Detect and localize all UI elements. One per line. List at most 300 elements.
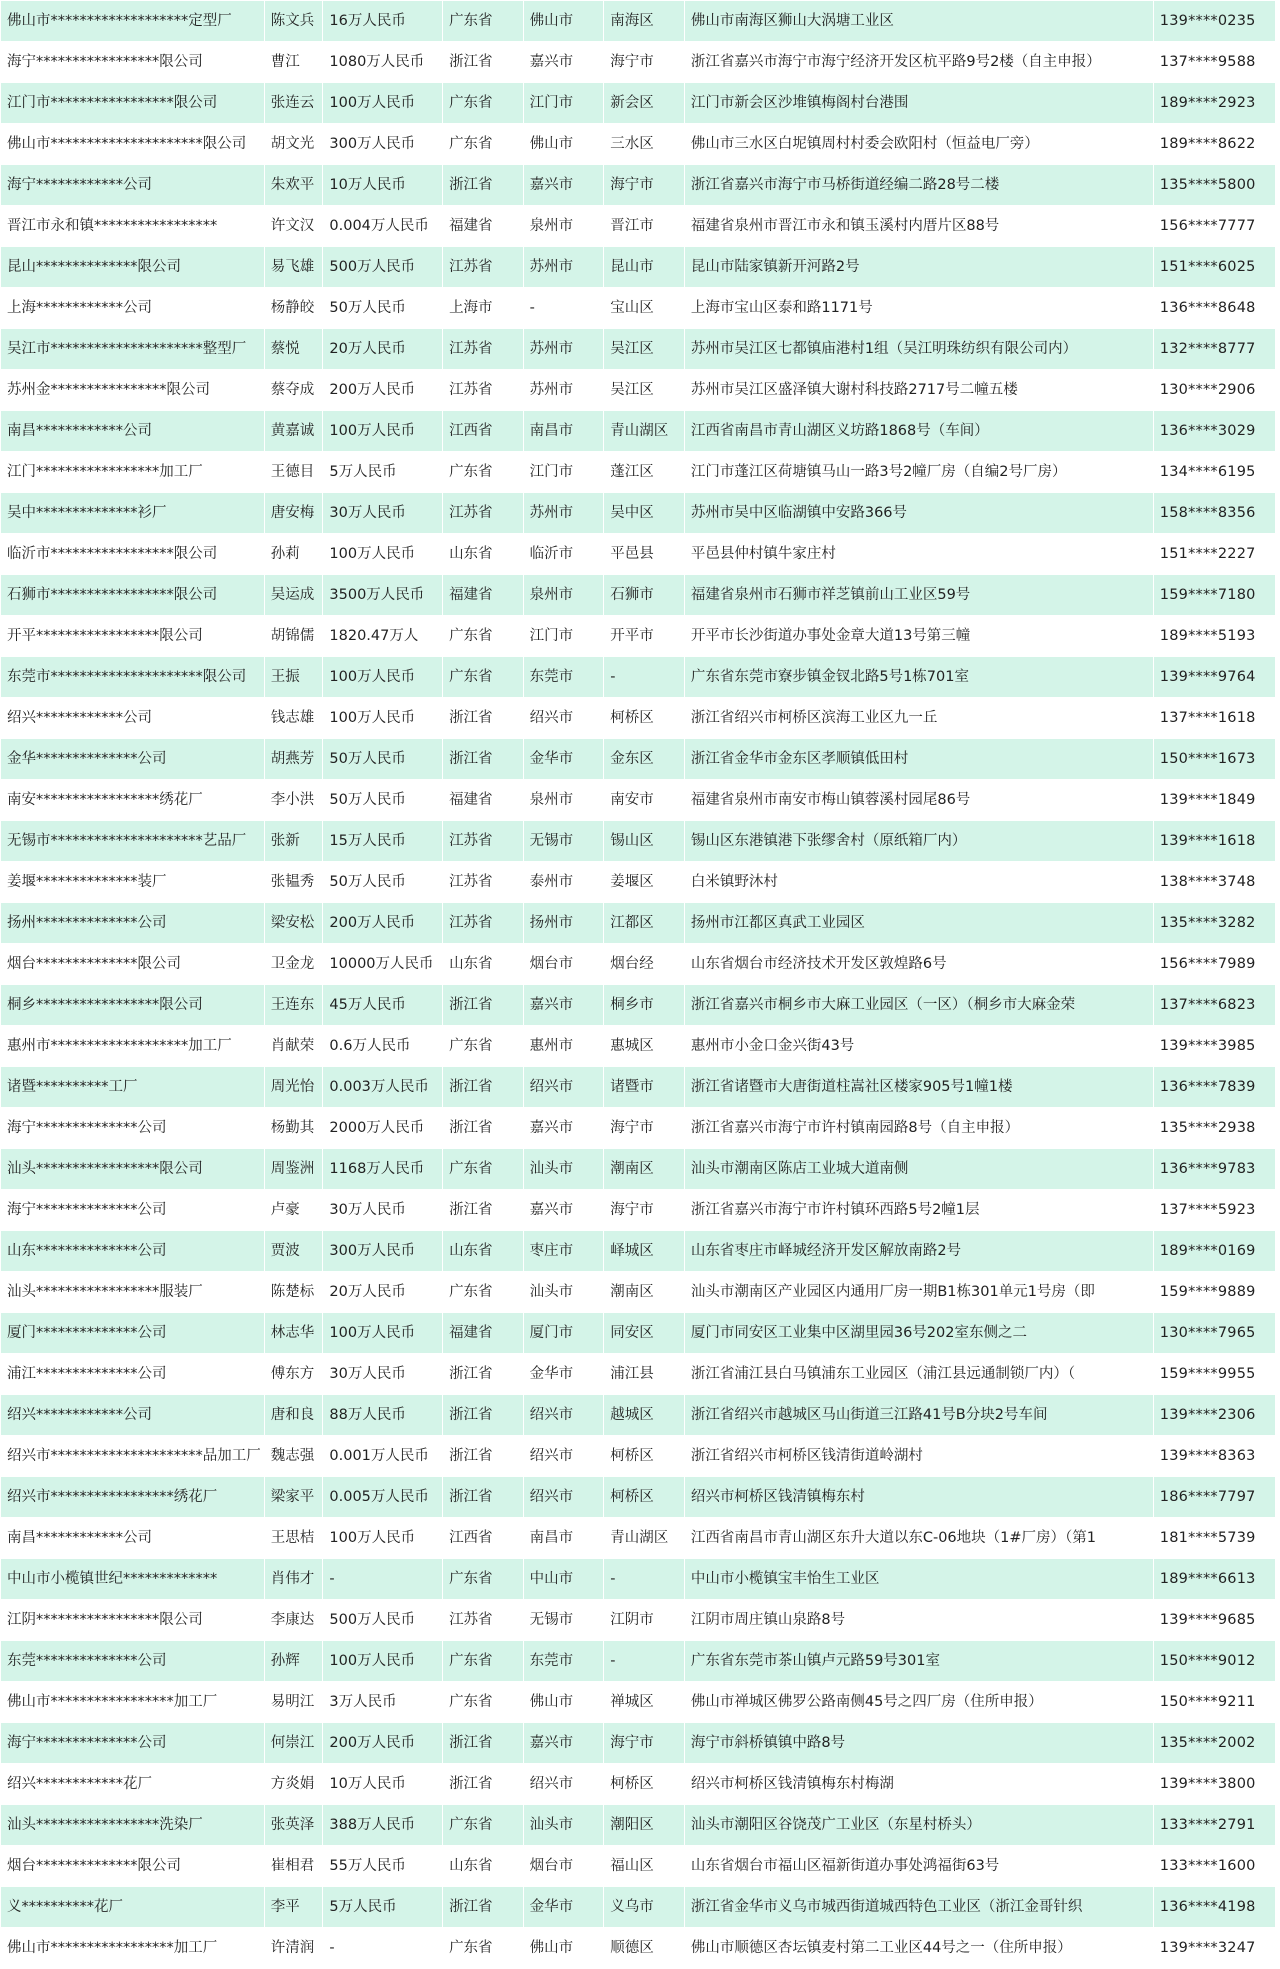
city-cell: 无锡市 <box>523 821 604 862</box>
city-cell: 东莞市 <box>523 657 604 698</box>
province-cell: 江苏省 <box>443 493 524 534</box>
table-row <box>1 1026 1276 1067</box>
province-cell: 浙江省 <box>443 1067 524 1108</box>
legal-rep-cell: 张新 <box>264 821 323 862</box>
capital-cell: 10000万人民币 <box>323 944 443 985</box>
capital-cell: 100万人民币 <box>323 411 443 452</box>
legal-rep-cell: 魏志强 <box>264 1436 323 1477</box>
capital-cell: 88万人民币 <box>323 1395 443 1436</box>
province-cell: 江苏省 <box>443 821 524 862</box>
phone-cell: 181****5739 <box>1153 1518 1275 1559</box>
phone-cell: 186****7797 <box>1153 1477 1275 1518</box>
company-name-cell: 山东**************公司 <box>1 1231 265 1272</box>
city-cell: 佛山市 <box>523 1682 604 1723</box>
legal-rep-cell: 卢豪 <box>264 1190 323 1231</box>
company-name-cell: 江门*****************加工厂 <box>1 452 265 493</box>
table-row <box>1 370 1276 411</box>
phone-cell: 189****6613 <box>1153 1559 1275 1600</box>
legal-rep-cell: 陈楚标 <box>264 1272 323 1313</box>
capital-cell: 3万人民币 <box>323 1682 443 1723</box>
legal-rep-cell: 王思桔 <box>264 1518 323 1559</box>
province-cell: 江苏省 <box>443 329 524 370</box>
city-cell: 嘉兴市 <box>523 1108 604 1149</box>
legal-rep-cell: 王德目 <box>264 452 323 493</box>
phone-cell: 139****1849 <box>1153 780 1275 821</box>
district-cell: 青山湖区 <box>604 1518 685 1559</box>
phone-cell: 139****0235 <box>1153 1 1275 42</box>
district-cell: 越城区 <box>604 1395 685 1436</box>
address-cell: 中山市小榄镇宝丰怡生工业区 <box>684 1559 1153 1600</box>
company-name-cell: 绍兴市*****************绣花厂 <box>1 1477 265 1518</box>
province-cell: 广东省 <box>443 1026 524 1067</box>
district-cell: 海宁市 <box>604 42 685 83</box>
capital-cell: 0.004万人民币 <box>323 206 443 247</box>
capital-cell: 0.005万人民币 <box>323 1477 443 1518</box>
capital-cell: 50万人民币 <box>323 862 443 903</box>
capital-cell: 100万人民币 <box>323 1518 443 1559</box>
table-row <box>1 288 1276 329</box>
legal-rep-cell: 李小洪 <box>264 780 323 821</box>
district-cell: 江阴市 <box>604 1600 685 1641</box>
province-cell: 广东省 <box>443 1641 524 1682</box>
company-name-cell: 绍兴市*********************品加工厂 <box>1 1436 265 1477</box>
address-cell: 浙江省嘉兴市海宁市许村镇南园路8号（自主申报） <box>684 1108 1153 1149</box>
table-row <box>1 1641 1276 1682</box>
company-name-cell: 绍兴************公司 <box>1 1395 265 1436</box>
table-row <box>1 903 1276 944</box>
capital-cell: 55万人民币 <box>323 1846 443 1887</box>
district-cell: 三水区 <box>604 124 685 165</box>
address-cell: 广东省东莞市寮步镇金钗北路5号1栋701室 <box>684 657 1153 698</box>
address-cell: 佛山市顺德区杏坛镇麦村第二工业区44号之一（住所申报） <box>684 1928 1153 1969</box>
city-cell: - <box>523 288 604 329</box>
district-cell: 顺德区 <box>604 1928 685 1969</box>
phone-cell: 133****2791 <box>1153 1805 1275 1846</box>
address-cell: 汕头市潮南区产业园区内通用厂房一期B1栋301单元1号房（即 <box>684 1272 1153 1313</box>
legal-rep-cell: 贾波 <box>264 1231 323 1272</box>
capital-cell: 0.6万人民币 <box>323 1026 443 1067</box>
phone-cell: 151****2227 <box>1153 534 1275 575</box>
district-cell: 浦江县 <box>604 1354 685 1395</box>
city-cell: 汕头市 <box>523 1272 604 1313</box>
address-cell: 汕头市潮阳区谷饶茂广工业区（东星村桥头） <box>684 1805 1153 1846</box>
table-row <box>1 1928 1276 1969</box>
province-cell: 福建省 <box>443 780 524 821</box>
address-cell: 佛山市三水区白坭镇周村村委会欧阳村（恒益电厂旁） <box>684 124 1153 165</box>
legal-rep-cell: 张韫秀 <box>264 862 323 903</box>
city-cell: 中山市 <box>523 1559 604 1600</box>
city-cell: 南昌市 <box>523 1518 604 1559</box>
table-row <box>1 329 1276 370</box>
phone-cell: 139****9764 <box>1153 657 1275 698</box>
province-cell: 浙江省 <box>443 1764 524 1805</box>
legal-rep-cell: 胡文光 <box>264 124 323 165</box>
legal-rep-cell: 孙辉 <box>264 1641 323 1682</box>
province-cell: 广东省 <box>443 657 524 698</box>
phone-cell: 150****9012 <box>1153 1641 1275 1682</box>
city-cell: 佛山市 <box>523 1 604 42</box>
company-name-cell: 石狮市*****************限公司 <box>1 575 265 616</box>
capital-cell: 0.003万人民币 <box>323 1067 443 1108</box>
capital-cell: 300万人民币 <box>323 124 443 165</box>
province-cell: 浙江省 <box>443 1887 524 1928</box>
city-cell: 苏州市 <box>523 247 604 288</box>
district-cell: 南安市 <box>604 780 685 821</box>
district-cell: 锡山区 <box>604 821 685 862</box>
legal-rep-cell: 许文汉 <box>264 206 323 247</box>
district-cell: 吴江区 <box>604 329 685 370</box>
table-row <box>1 1846 1276 1887</box>
capital-cell: - <box>323 1559 443 1600</box>
legal-rep-cell: 朱欢平 <box>264 165 323 206</box>
table-row <box>1 1395 1276 1436</box>
company-name-cell: 海宁**************公司 <box>1 1190 265 1231</box>
district-cell: 柯桥区 <box>604 1436 685 1477</box>
province-cell: 浙江省 <box>443 698 524 739</box>
company-name-cell: 吴中**************衫厂 <box>1 493 265 534</box>
capital-cell: 100万人民币 <box>323 1313 443 1354</box>
phone-cell: 158****8356 <box>1153 493 1275 534</box>
phone-cell: 137****5923 <box>1153 1190 1275 1231</box>
city-cell: 厦门市 <box>523 1313 604 1354</box>
company-name-cell: 惠州市*******************加工厂 <box>1 1026 265 1067</box>
province-cell: 山东省 <box>443 1846 524 1887</box>
address-cell: 绍兴市柯桥区钱清镇梅东村梅湖 <box>684 1764 1153 1805</box>
company-name-cell: 南安*****************绣花厂 <box>1 780 265 821</box>
phone-cell: 159****9889 <box>1153 1272 1275 1313</box>
province-cell: 广东省 <box>443 616 524 657</box>
district-cell: 昆山市 <box>604 247 685 288</box>
province-cell: 江苏省 <box>443 1600 524 1641</box>
capital-cell: 500万人民币 <box>323 1600 443 1641</box>
capital-cell: 100万人民币 <box>323 534 443 575</box>
capital-cell: 388万人民币 <box>323 1805 443 1846</box>
district-cell: 平邑县 <box>604 534 685 575</box>
address-cell: 厦门市同安区工业集中区湖里园36号202室东侧之二 <box>684 1313 1153 1354</box>
address-cell: 江西省南昌市青山湖区义坊路1868号（车间） <box>684 411 1153 452</box>
capital-cell: 200万人民币 <box>323 1723 443 1764</box>
legal-rep-cell: 易飞雄 <box>264 247 323 288</box>
capital-cell: 1168万人民币 <box>323 1149 443 1190</box>
phone-cell: 139****2306 <box>1153 1395 1275 1436</box>
city-cell: 嘉兴市 <box>523 1723 604 1764</box>
company-name-cell: 上海************公司 <box>1 288 265 329</box>
district-cell: 禅城区 <box>604 1682 685 1723</box>
province-cell: 江西省 <box>443 411 524 452</box>
address-cell: 浙江省金华市义乌市城西街道城西特色工业区（浙江金哥针织 <box>684 1887 1153 1928</box>
province-cell: 浙江省 <box>443 165 524 206</box>
phone-cell: 136****8648 <box>1153 288 1275 329</box>
province-cell: 福建省 <box>443 206 524 247</box>
company-name-cell: 扬州**************公司 <box>1 903 265 944</box>
district-cell: 金东区 <box>604 739 685 780</box>
province-cell: 广东省 <box>443 124 524 165</box>
legal-rep-cell: 王振 <box>264 657 323 698</box>
legal-rep-cell: 易明江 <box>264 1682 323 1723</box>
legal-rep-cell: 杨静皎 <box>264 288 323 329</box>
phone-cell: 159****7180 <box>1153 575 1275 616</box>
address-cell: 广东省东莞市茶山镇卢元路59号301室 <box>684 1641 1153 1682</box>
district-cell: 福山区 <box>604 1846 685 1887</box>
province-cell: 江苏省 <box>443 370 524 411</box>
district-cell: 蓬江区 <box>604 452 685 493</box>
province-cell: 广东省 <box>443 1928 524 1969</box>
city-cell: 金华市 <box>523 1354 604 1395</box>
table-row <box>1 1190 1276 1231</box>
province-cell: 江西省 <box>443 1518 524 1559</box>
district-cell: 柯桥区 <box>604 698 685 739</box>
capital-cell: 200万人民币 <box>323 903 443 944</box>
address-cell: 浙江省嘉兴市海宁市海宁经济开发区杭平路9号2楼（自主申报） <box>684 42 1153 83</box>
city-cell: 佛山市 <box>523 1928 604 1969</box>
province-cell: 福建省 <box>443 1313 524 1354</box>
table-row <box>1 1272 1276 1313</box>
district-cell: 姜堰区 <box>604 862 685 903</box>
table-row <box>1 42 1276 83</box>
city-cell: 泰州市 <box>523 862 604 903</box>
phone-cell: 139****3800 <box>1153 1764 1275 1805</box>
province-cell: 广东省 <box>443 1272 524 1313</box>
address-cell: 昆山市陆家镇新开河路2号 <box>684 247 1153 288</box>
capital-cell: 30万人民币 <box>323 1354 443 1395</box>
district-cell: 海宁市 <box>604 1190 685 1231</box>
legal-rep-cell: 梁家平 <box>264 1477 323 1518</box>
address-cell: 惠州市小金口金兴街43号 <box>684 1026 1153 1067</box>
phone-cell: 137****9588 <box>1153 42 1275 83</box>
company-name-cell: 烟台**************限公司 <box>1 944 265 985</box>
province-cell: 浙江省 <box>443 1723 524 1764</box>
city-cell: 江门市 <box>523 616 604 657</box>
phone-cell: 139****9685 <box>1153 1600 1275 1641</box>
company-name-cell: 江阴*****************限公司 <box>1 1600 265 1641</box>
district-cell: - <box>604 1641 685 1682</box>
table-row <box>1 1477 1276 1518</box>
legal-rep-cell: 唐和良 <box>264 1395 323 1436</box>
city-cell: 绍兴市 <box>523 1764 604 1805</box>
company-name-cell: 东莞**************公司 <box>1 1641 265 1682</box>
company-name-cell: 金华**************公司 <box>1 739 265 780</box>
table-row <box>1 247 1276 288</box>
district-cell: 潮阳区 <box>604 1805 685 1846</box>
table-row <box>1 1887 1276 1928</box>
province-cell: 广东省 <box>443 1805 524 1846</box>
district-cell: 开平市 <box>604 616 685 657</box>
city-cell: 汕头市 <box>523 1805 604 1846</box>
city-cell: 泉州市 <box>523 575 604 616</box>
capital-cell: 5万人民币 <box>323 452 443 493</box>
district-cell: - <box>604 1559 685 1600</box>
address-cell: 海宁市斜桥镇镇中路8号 <box>684 1723 1153 1764</box>
capital-cell: 10万人民币 <box>323 165 443 206</box>
province-cell: 广东省 <box>443 1149 524 1190</box>
district-cell: 潮南区 <box>604 1272 685 1313</box>
legal-rep-cell: 何崇江 <box>264 1723 323 1764</box>
table-row <box>1 1313 1276 1354</box>
table-row <box>1 821 1276 862</box>
table-row <box>1 862 1276 903</box>
address-cell: 浙江省绍兴市柯桥区钱清街道岭湖村 <box>684 1436 1153 1477</box>
phone-cell: 130****2906 <box>1153 370 1275 411</box>
district-cell: 惠城区 <box>604 1026 685 1067</box>
capital-cell: 3500万人民币 <box>323 575 443 616</box>
province-cell: 浙江省 <box>443 42 524 83</box>
city-cell: 无锡市 <box>523 1600 604 1641</box>
address-cell: 扬州市江都区真武工业园区 <box>684 903 1153 944</box>
district-cell: 石狮市 <box>604 575 685 616</box>
table-row <box>1 124 1276 165</box>
city-cell: 嘉兴市 <box>523 1190 604 1231</box>
table-row <box>1 411 1276 452</box>
capital-cell: 5万人民币 <box>323 1887 443 1928</box>
city-cell: 江门市 <box>523 83 604 124</box>
legal-rep-cell: 胡锦儒 <box>264 616 323 657</box>
city-cell: 枣庄市 <box>523 1231 604 1272</box>
legal-rep-cell: 林志华 <box>264 1313 323 1354</box>
table-row <box>1 1354 1276 1395</box>
district-cell: 同安区 <box>604 1313 685 1354</box>
company-name-cell: 佛山市*****************加工厂 <box>1 1928 265 1969</box>
city-cell: 金华市 <box>523 739 604 780</box>
phone-cell: 135****5800 <box>1153 165 1275 206</box>
district-cell: 桐乡市 <box>604 985 685 1026</box>
address-cell: 浙江省绍兴市柯桥区滨海工业区九一丘 <box>684 698 1153 739</box>
province-cell: 广东省 <box>443 1559 524 1600</box>
province-cell: 山东省 <box>443 944 524 985</box>
table-row <box>1 1518 1276 1559</box>
phone-cell: 136****9783 <box>1153 1149 1275 1190</box>
city-cell: 扬州市 <box>523 903 604 944</box>
phone-cell: 133****1600 <box>1153 1846 1275 1887</box>
table-row <box>1 1723 1276 1764</box>
address-cell: 佛山市禅城区佛罗公路南侧45号之四厂房（住所申报） <box>684 1682 1153 1723</box>
address-cell: 浙江省绍兴市越城区马山街道三江路41号B分块2号车间 <box>684 1395 1153 1436</box>
legal-rep-cell: 张连云 <box>264 83 323 124</box>
table-row <box>1 165 1276 206</box>
legal-rep-cell: 钱志雄 <box>264 698 323 739</box>
company-name-cell: 中山市小榄镇世纪************* <box>1 1559 265 1600</box>
address-cell: 苏州市吴江区盛泽镇大谢村科技路2717号二幢五楼 <box>684 370 1153 411</box>
company-name-cell: 无锡市*********************艺品厂 <box>1 821 265 862</box>
address-cell: 浙江省浦江县白马镇浦东工业园区（浦江县远通制锁厂内）（ <box>684 1354 1153 1395</box>
capital-cell: 1080万人民币 <box>323 42 443 83</box>
city-cell: 金华市 <box>523 1887 604 1928</box>
company-name-cell: 佛山市*********************限公司 <box>1 124 265 165</box>
phone-cell: 156****7777 <box>1153 206 1275 247</box>
address-cell: 山东省烟台市福山区福新街道办事处鸿福街63号 <box>684 1846 1153 1887</box>
district-cell: 烟台经 <box>604 944 685 985</box>
table-row <box>1 1231 1276 1272</box>
table-row <box>1 616 1276 657</box>
company-name-cell: 昆山**************限公司 <box>1 247 265 288</box>
company-name-cell: 绍兴************花厂 <box>1 1764 265 1805</box>
company-name-cell: 海宁**************公司 <box>1 1723 265 1764</box>
district-cell: 海宁市 <box>604 1108 685 1149</box>
company-name-cell: 桐乡*****************限公司 <box>1 985 265 1026</box>
company-name-cell: 海宁************公司 <box>1 165 265 206</box>
capital-cell: 100万人民币 <box>323 83 443 124</box>
table-row <box>1 493 1276 534</box>
legal-rep-cell: 梁安松 <box>264 903 323 944</box>
phone-cell: 159****9955 <box>1153 1354 1275 1395</box>
address-cell: 浙江省嘉兴市海宁市马桥街道经编二路28号二楼 <box>684 165 1153 206</box>
province-cell: 浙江省 <box>443 739 524 780</box>
province-cell: 浙江省 <box>443 1108 524 1149</box>
table-row <box>1 1764 1276 1805</box>
legal-rep-cell: 傅东方 <box>264 1354 323 1395</box>
legal-rep-cell: 唐安梅 <box>264 493 323 534</box>
city-cell: 泉州市 <box>523 206 604 247</box>
address-cell: 福建省泉州市南安市梅山镇蓉溪村园尾86号 <box>684 780 1153 821</box>
province-cell: 广东省 <box>443 83 524 124</box>
capital-cell: 45万人民币 <box>323 985 443 1026</box>
city-cell: 泉州市 <box>523 780 604 821</box>
table-row <box>1 83 1276 124</box>
city-cell: 汕头市 <box>523 1149 604 1190</box>
table-row <box>1 780 1276 821</box>
phone-cell: 189****8622 <box>1153 124 1275 165</box>
capital-cell: - <box>323 1928 443 1969</box>
district-cell: 青山湖区 <box>604 411 685 452</box>
district-cell: 江都区 <box>604 903 685 944</box>
phone-cell: 139****3985 <box>1153 1026 1275 1067</box>
table-row <box>1 657 1276 698</box>
city-cell: 临沂市 <box>523 534 604 575</box>
phone-cell: 135****3282 <box>1153 903 1275 944</box>
phone-cell: 189****5193 <box>1153 616 1275 657</box>
company-name-cell: 浦江**************公司 <box>1 1354 265 1395</box>
district-cell: 吴中区 <box>604 493 685 534</box>
province-cell: 广东省 <box>443 1682 524 1723</box>
address-cell: 苏州市吴中区临湖镇中安路366号 <box>684 493 1153 534</box>
legal-rep-cell: 张英泽 <box>264 1805 323 1846</box>
capital-cell: 20万人民币 <box>323 1272 443 1313</box>
address-cell: 锡山区东港镇港下张缪舍村（原纸箱厂内） <box>684 821 1153 862</box>
district-cell: 诸暨市 <box>604 1067 685 1108</box>
legal-rep-cell: 肖献荣 <box>264 1026 323 1067</box>
address-cell: 浙江省嘉兴市海宁市许村镇环西路5号2幢1层 <box>684 1190 1153 1231</box>
legal-rep-cell: 肖伟才 <box>264 1559 323 1600</box>
table-row <box>1 206 1276 247</box>
company-name-cell: 姜堰**************装厂 <box>1 862 265 903</box>
table-row <box>1 575 1276 616</box>
address-cell: 福建省泉州市晋江市永和镇玉溪村内厝片区88号 <box>684 206 1153 247</box>
legal-rep-cell: 李康达 <box>264 1600 323 1641</box>
address-cell: 山东省枣庄市峄城经济开发区解放南路2号 <box>684 1231 1153 1272</box>
company-name-cell: 吴江市*********************整型厂 <box>1 329 265 370</box>
legal-rep-cell: 陈文兵 <box>264 1 323 42</box>
capital-cell: 50万人民币 <box>323 739 443 780</box>
table-row <box>1 452 1276 493</box>
company-name-cell: 东莞市*********************限公司 <box>1 657 265 698</box>
district-cell: 柯桥区 <box>604 1477 685 1518</box>
city-cell: 绍兴市 <box>523 1436 604 1477</box>
phone-cell: 139****8363 <box>1153 1436 1275 1477</box>
city-cell: 东莞市 <box>523 1641 604 1682</box>
address-cell: 浙江省嘉兴市桐乡市大麻工业园区（一区）（桐乡市大麻金荣 <box>684 985 1153 1026</box>
city-cell: 绍兴市 <box>523 1395 604 1436</box>
city-cell: 绍兴市 <box>523 1477 604 1518</box>
table-row <box>1 1600 1276 1641</box>
table-row <box>1 1682 1276 1723</box>
legal-rep-cell: 卫金龙 <box>264 944 323 985</box>
table-row <box>1 1559 1276 1600</box>
phone-cell: 139****3247 <box>1153 1928 1275 1969</box>
capital-cell: 0.001万人民币 <box>323 1436 443 1477</box>
table-row <box>1 739 1276 780</box>
capital-cell: 16万人民币 <box>323 1 443 42</box>
capital-cell: 300万人民币 <box>323 1231 443 1272</box>
address-cell: 佛山市南海区狮山大涡塘工业区 <box>684 1 1153 42</box>
